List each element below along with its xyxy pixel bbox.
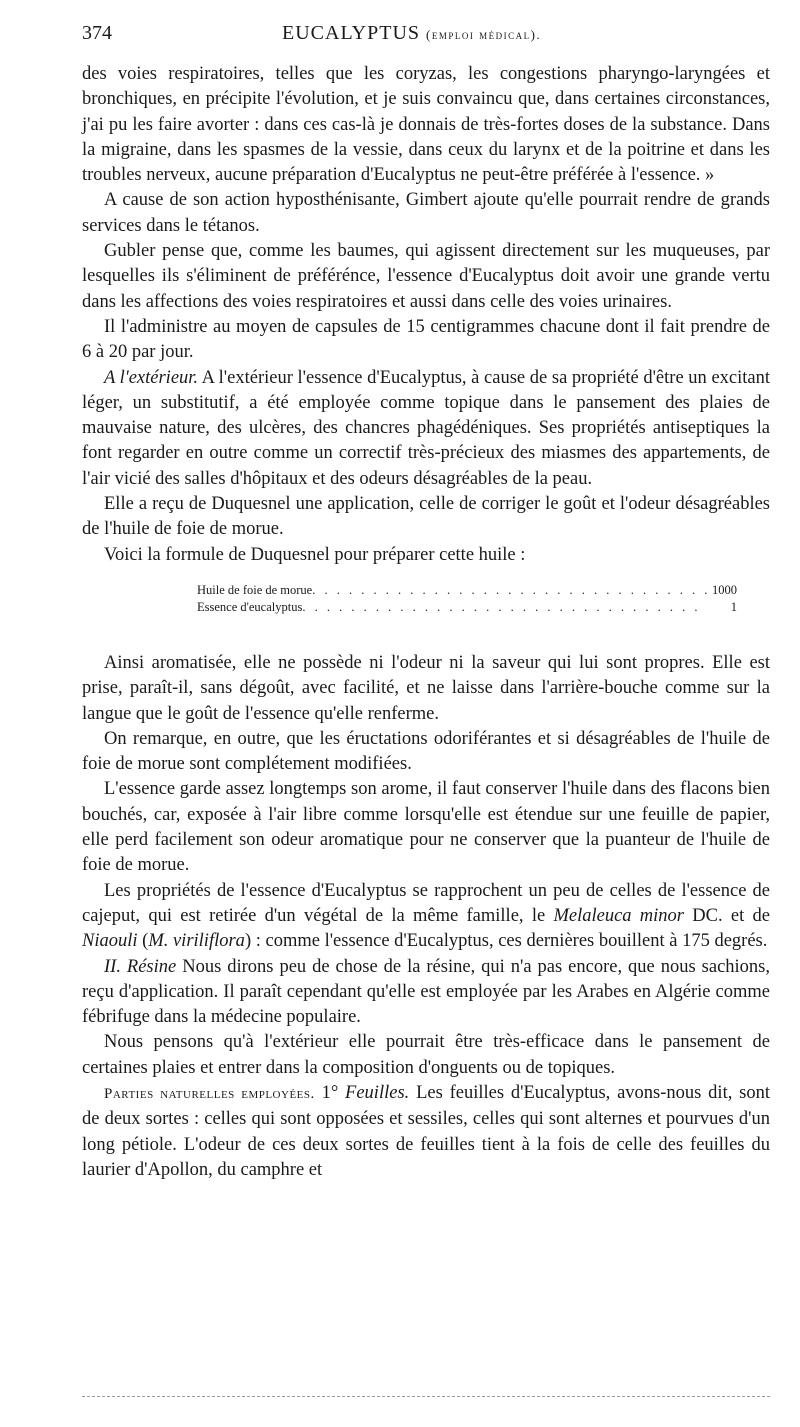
cajeput-text: ( [137, 931, 149, 952]
running-header [82, 22, 772, 52]
paragraph-gubler: Gubler pense que, comme les baumes, qui agissent directement sur les muqueuses, par lesquelles ils s'éliminent de préférénce, l'essence d'Eucalyptus doit avoir une grande vertu dans les affections des voies respiratoires et aussi dans celle des voies urinaires. [82, 241, 770, 312]
running-title-sub: (emploi médical). [426, 27, 542, 42]
page-number: 374 [82, 22, 112, 44]
formula-quantity: 1 [730, 599, 737, 614]
exterieur-label: A l'extérieur. [104, 367, 199, 388]
paragraph-exterieur [82, 366, 770, 492]
section-heading: Parties naturelles employées. [104, 1085, 315, 1102]
formula-quantity: 1000 [712, 582, 737, 597]
paragraph-duquesnel: Elle a reçu de Duquesnel une application, celle de corriger le goût et l'odeur désagréables de l'huile de foie de morue. [82, 494, 770, 540]
formula-row [197, 582, 737, 599]
paragraph-gimbert: A cause de son action hyposthénisante, Gimbert ajoute qu'elle pourrait rendre de grands services dans le tétanos. [82, 190, 770, 236]
paragraph-parties [82, 1081, 770, 1183]
footer-rule [82, 1396, 770, 1397]
cajeput-text: ) : comme l'essence d'Eucalyptus, ces dernières bouillent à 175 degrés. [244, 931, 768, 952]
paragraph-pansement: Nous pensons qu'à l'extérieur elle pourrait être très-efficace dans le pansement de certaines plaies et entrer dans la composition d'onguents ou de topiques. [82, 1032, 770, 1078]
section-number: 1° [314, 1082, 346, 1103]
page-body [82, 62, 770, 1183]
paragraph-resine [82, 955, 770, 1031]
species-name: M. viriliflora [148, 931, 245, 952]
formula-row [197, 599, 737, 616]
leader-dots [302, 599, 707, 616]
leader-dots [312, 582, 707, 599]
paragraph-arome: L'essence garde assez longtemps son arome, il faut conserver l'huile dans des flacons bien bouchés, car, exposée à l'air libre comme lorsqu'elle est étendue sur une feuille de papier, elle perd facilement son odeur aromatique pour ne conserver que la puanteur de l'huile de foie de morue. [82, 779, 770, 876]
paragraph-continuation: des voies respiratoires, telles que les coryzas, les congestions pharyngo-laryngées et bronchiques, en précipite l'évolution, et je suis convaincu que, dans certaines circonstances, j'ai pu les faire avorter : dans ces cas-là je donnais de très-fortes doses de la substance. Dans la migraine, dans les spasmes de la vessie, dans ceux du larynx et de la poitrine et dans les troubles nerveux, aucune préparation d'Eucalyptus ne peut-être préférée à l'essence. » [82, 64, 770, 186]
species-name: Melaleuca minor [553, 905, 685, 926]
formula-table [197, 582, 737, 616]
paragraph-eructations: On remarque, en outre, que les éructations odoriférantes et si désagréables de l'huile de foie de morue sont complétement modifiées. [82, 728, 770, 775]
exterieur-text: A l'extérieur l'essence d'Eucalyptus, à cause de sa propriété d'être un excitant léger, un substitutif, a été employée comme topique dans le pansement des plaies de mauvaise nature, des ulcères, des chancres phagédéniques. Ses propriétés antiseptiques la font regarder en outre comme un correctif très-précieux des miasmes des appartements, de l'air vicié des salles d'hôpitaux et des odeurs désagréables de la peau. [82, 367, 770, 489]
cajeput-text: DC. et de [684, 905, 770, 926]
cajeput-text: Les propriétés de l'essence d'Eucalyptus se rapprochent un peu de celles de l'essence de cajeput, qui est retirée d'un végétal de la même famille, le [82, 880, 770, 926]
parties-text: Les feuilles d'Eucalyptus, avons-nous dit, sont de deux sortes : celles qui sont opposées et sessiles, celles qui sont alternes et pourvues d'un long pétiole. L'odeur de ces deux sortes de feuilles tient à la fois de celle des feuilles du laurier d'Apollon, du camphre et [82, 1082, 770, 1180]
resine-label: II. Résine [104, 956, 177, 977]
running-title [282, 22, 541, 45]
paragraph-formule-intro: Voici la formule de Duquesnel pour préparer cette huile : [104, 544, 526, 565]
feuilles-label: Feuilles. [345, 1082, 410, 1103]
species-name: Niaouli [82, 931, 138, 952]
resine-text: Nous dirons peu de chose de la résine, qui n'a pas encore, que nous sachions, reçu d'application. Il paraît cependant qu'elle est employée par les Arabes en Algérie comme fébrifuge dans la médecine populaire. [82, 956, 770, 1028]
paragraph-cajeput [82, 879, 770, 955]
paragraph-aromatisee: Ainsi aromatisée, elle ne possède ni l'odeur ni la saveur qui lui sont propres. Elle est prise, paraît-il, sans dégoût, avec facilité, et ne laisse dans l'arrière-bouche comme sur la langue que le goût de l'essence qu'elle renferme. [82, 652, 770, 724]
formula-ingredient: Huile de foie de morue [197, 582, 313, 597]
formula-ingredient: Essence d'eucalyptus [197, 599, 303, 614]
paragraph-dosage: Il l'administre au moyen de capsules de 15 centigrammes chacune dont il fait prendre de 6 à 20 par jour. [82, 316, 770, 363]
running-title-main: EUCALYPTUS [282, 22, 421, 44]
